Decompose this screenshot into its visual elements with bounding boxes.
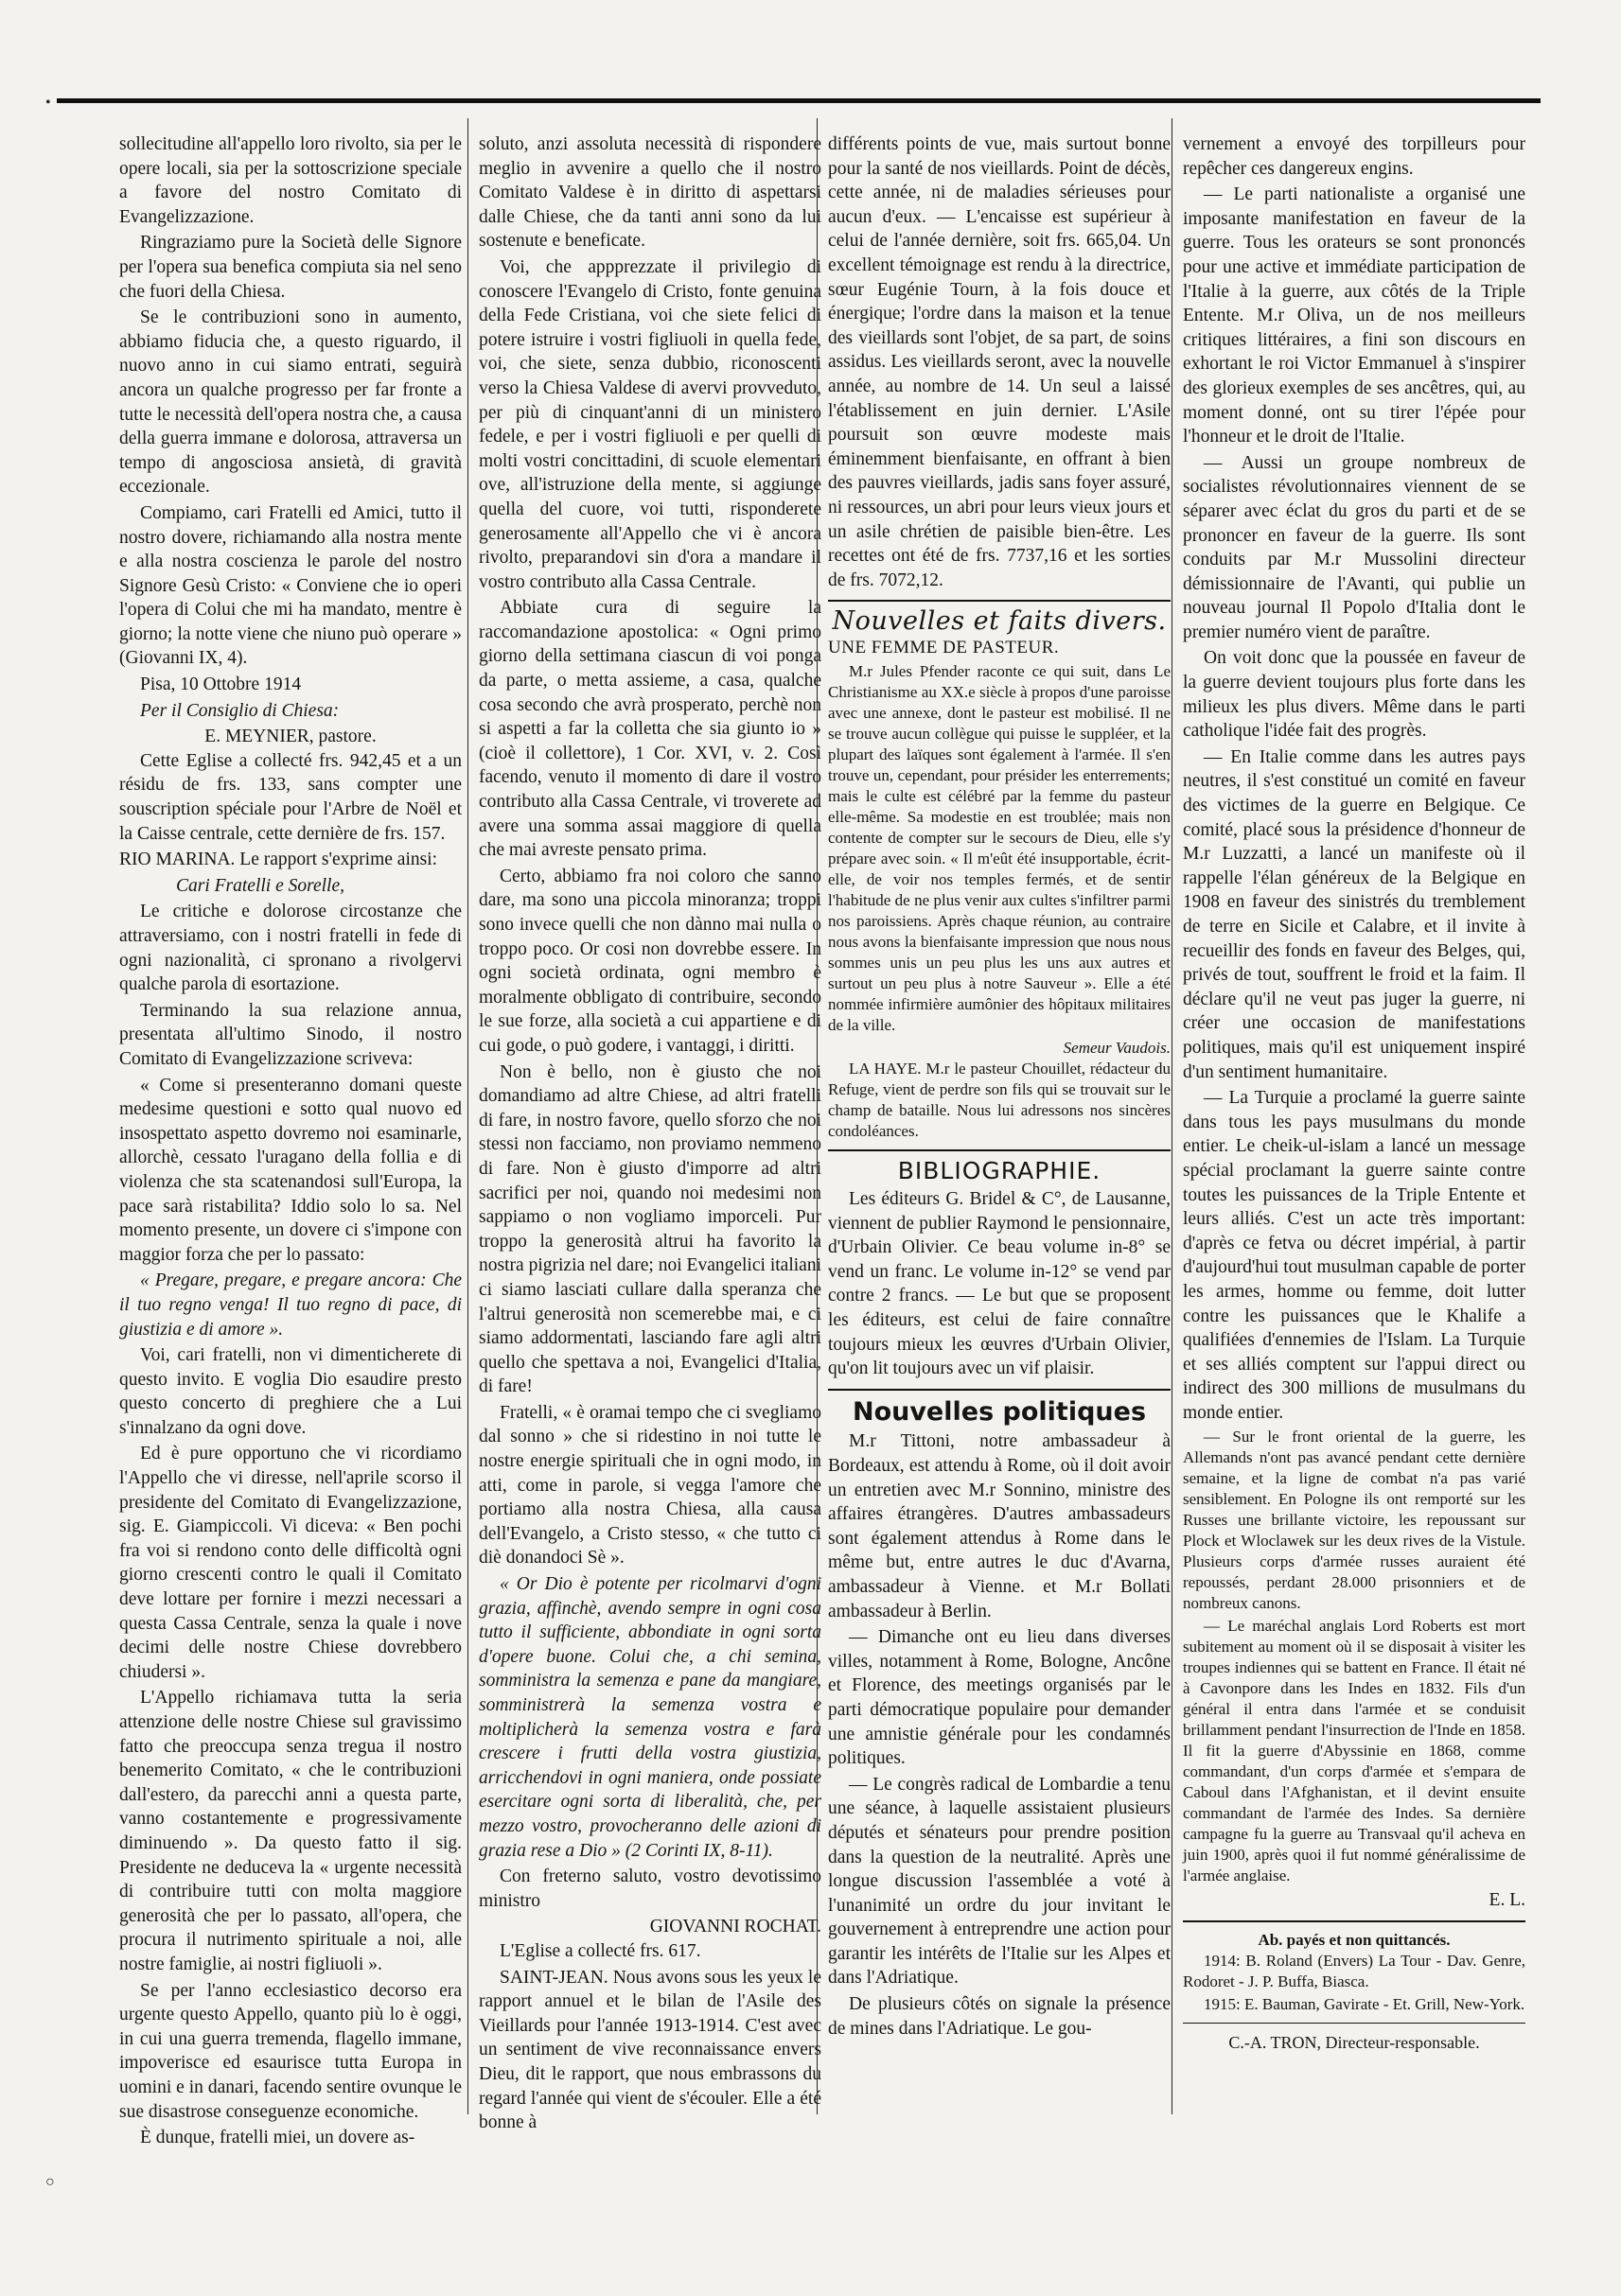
paragraph: LA HAYE. M.r le pasteur Chouillet, rédacteur du Refuge, vient de perdre son fils qui se trouvait sur le champ de bataille. Nous lui adressons nos sincères condoléances. bbox=[828, 1060, 1171, 1141]
subscriptions-list: 1915: E. Bauman, Gavirate - Et. Grill, New-York. bbox=[1204, 1995, 1525, 2014]
subheading: UNE FEMME DE PASTEUR. bbox=[828, 637, 1060, 657]
section-heading: Nouvelles et faits divers. bbox=[832, 606, 1167, 637]
column-1 bbox=[119, 132, 462, 2152]
paragraph: différents points de vue, mais surtout bonne pour la santé de nos vieillards. Point de décès, cette année, ni de maladies sérieuses pour aucun d'eux. — L'encaisse est supérieur à celui de l'année dernière, soit frs. 665,04. Un excellent témoignage est rendu à la directrice, sœur Eugénie Tourn, à la fois douce et énergique; l'ordre dans la maison et la tenue des vieillards sont l'objet, de sa part, de soins assidus. Les vieillards seront, avec la nouvelle année, au nombre de 14. Un seul a laissé l'établissement en juin dernier. L'Asile poursuit son œuvre modeste mais éminemment bienfaisante, en offrant à bien des pauvres vieillards, jadis sans foyer assuré, ni ressources, un abri pour leurs vieux jours et un asile chrétien de paisible bien-être. Les recettes ont été de frs. 7737,16 et les sorties de frs. 7072,12. bbox=[828, 134, 1171, 590]
margin-mark: • bbox=[45, 95, 51, 111]
paragraph: M.r Jules Pfender raconte ce qui suit, dans Le Christianisme au XX.e siècle à propos d'une paroisse avec une annexe, dont le pasteur est mobilisé. Il ne se trouve aucun collègue qui puisse le suppléer, et la plupart des laïques sont également à l'armée. Il s'en trouve un, cependant, pour présider les enterrements; mais le culte est célébré par la femme du pasteur elle-même. Sa modestie en est troublée; mais non contente de compter sur le secours de Dieu, elle s'y prépare avec soin. « Il m'eût été insupportable, écrit-elle, de voir nos temples fermés, et de sentir l'habitude de ne plus venir aux cultes s'infiltrer parmi nos paroissiens. Après chaque réunion, au contraire nous avons la bienfaisante impression que nous nous sommes unis un peu plus les uns aux autres et surtout un peu plus à notre Sauveur ». Elle a été nommée infirmière aumônier des hôpitaux militaires de la ville. bbox=[828, 662, 1171, 1035]
paragraph: soluto, anzi assoluta necessità di rispondere meglio in avvenire a quello che il nostro Comitato Valdese è in diritto di aspettarsi dalle Chiese, che da tanti anni sono da lui sostenute e beneficate. bbox=[479, 134, 821, 252]
paragraph: Les éditeurs G. Bridel & C°, de Lausanne, viennent de publier Raymond le pensionnaire, d'Urbain Olivier. Ce beau volume in-8° se vend un franc. Le volume in-12° se vend par contre 2 francs. — Le but que se proposent les éditeurs, est celui de faire connaître toujours mieux les œuvres d'Urbain Olivier, qu'on lit toujours avec un vif plaisir. bbox=[828, 1189, 1171, 1379]
paragraph: Terminando la sua relazione annua, presentata all'ultimo Sinodo, il nostro Comitato di Evangelizzazione scriveva: bbox=[119, 1000, 462, 1069]
dateline: Pisa, 10 Ottobre 1914 bbox=[140, 675, 302, 695]
paragraph: De plusieurs côtés on signale la présence de mines dans l'Adriatique. Le gou- bbox=[828, 1994, 1171, 2039]
paragraph: vernement a envoyé des torpilleurs pour repêcher ces dangereux engins. bbox=[1183, 134, 1525, 179]
signature: E. MEYNIER, pastore. bbox=[204, 727, 377, 747]
paragraph: — Sur le front oriental de la guerre, les Allemands n'ont pas avancé pendant cette dernière semaine, et la ligne de combat n'a pas varié sensiblement. En Pologne ils ont remporté sur les Russes une brillante victoire, les repoussant sur Plock et Wloclawek sur les deux rives de la Vistule. Plusieurs corps d'armée russes auraient été repoussés, perdant 28.000 prisonniers et de nombreux canons. bbox=[1183, 1428, 1525, 1613]
column-3 bbox=[828, 132, 1171, 2042]
signature: E. L. bbox=[1489, 1890, 1525, 1911]
section-heading: BIBLIOGRAPHIE. bbox=[897, 1157, 1101, 1185]
paragraph: Le critiche e dolorose circostanze che attraversiamo, con i nostri fratelli in fede di ogni nazionalità, ci spronano a rivolgervi qualche parola di esortazione. bbox=[119, 902, 462, 995]
section-divider bbox=[828, 600, 1171, 602]
quote: « Pregare, pregare, e pregare ancora: Che il tuo regno venga! Il tuo regno di pace, di giustizia e di amore ». bbox=[119, 1271, 462, 1340]
paragraph: L'Appello richiamava tutta la seria attenzione delle nostre Chiese sul gravissimo fatto che preoccupa senza tregua il nostro benemerito Comitato, « che le contribuzioni dall'estero, da parecchi anni a questa parte, vanno costantemente e progressivamente diminuendo ». Da questo fatto il sig. Presidente ne deduceva la « urgente necessità di contribuire tutti con molta maggiore generosità che per lo passato, all'opera, che procura il nutrimento spirituale a noi, alle nostre famiglie, ai nostri figliuoli ». bbox=[119, 1688, 462, 1974]
paragraph: M.r Tittoni, notre ambassadeur à Bordeaux, est attendu à Rome, où il doit avoir un entretien avec M.r Sonnino, ministre des affaires étrangères. D'autres ambassadeurs sont également attendus à Rome dans le même but, entre autres le duc d'Avarna, ambassadeur à Vienne. et M.r Bollati ambassadeur à Berlin. bbox=[828, 1431, 1171, 1621]
paragraph: « Come si presenteranno domani queste medesime questioni e sotto qual nuovo ed insospettato aspetto dovremo noi esaminarle, allorchè, cessato l'uragano della follia e di violenza che sta scatenandosi sull'Europa, la pace sarà ristabilita? Iddio solo lo sa. Nel momento presente, un dovere ci s'impone con maggior forza che per lo passato: bbox=[119, 1075, 462, 1265]
paragraph: È dunque, fratelli miei, un dovere as- bbox=[140, 2128, 415, 2148]
paragraph: Cette Eglise a collecté frs. 942,45 et a un résidu de frs. 133, sans compter une souscription spéciale pour l'Arbre de Noël et la Caisse centrale, cette dernière de frs. 157. bbox=[119, 750, 462, 844]
column-2 bbox=[479, 132, 821, 2137]
section-divider bbox=[1183, 2023, 1525, 2024]
paragraph: — La Turquie a proclamé la guerre sainte dans tous les pays musulmans du monde entier. Le cheik-ul-islam a lancé un message spécial proclamant la guerre sainte contre toutes les puissances de la Triple Entente et leurs alliés. C'est un acte très important: d'après ce fetva ou décret impérial, à partir d'aujourd'hui tout musulman capable de porter les armes, homme ou femme, doit lutter contre les puissances que le Khalife a qualifiées d'ennemies de l'Islam. La Turquie et ses alliés comptent sur l'appui direct ou indirect des 300 millions de musulmans du monde entier. bbox=[1183, 1088, 1525, 1423]
paragraph: — Aussi un groupe nombreux de socialistes révolutionnaires viennent de se séparer avec éclat du gros du parti et de se prononcer en faveur de la guerre. Ils sont conduits par M.r Mussolini directeur démissionnaire de l'Avanti, qui publie un nouveau journal Il Popolo d'Italia dont le premier numéro vient de paraître. bbox=[1183, 452, 1525, 642]
section-divider bbox=[1183, 1920, 1525, 1922]
source-credit: Semeur Vaudois. bbox=[1063, 1039, 1171, 1058]
paragraph: Compiamo, cari Fratelli ed Amici, tutto il nostro dovere, richiamando alla nostra mente e alla nostra coscienza le parole del nostro Signore Gesù Cristo: « Conviene che io operi l'opera di Colui che mi ha mandato, mentre è giorno; la notte viene che niuno può operare » (Giovanni IX, 4). bbox=[119, 502, 462, 669]
column-4 bbox=[1183, 132, 1525, 2056]
paragraph: sollecitudine all'appello loro rivolto, sia per le opere locali, sia per la sottoscrizione speciale a favore del nostro Comitato di Evangelizzazione. bbox=[119, 134, 462, 227]
paragraph: Ringraziamo pure la Società delle Signore per l'opera sua benefica compiuta sia nel seno che fuori della Chiesa. bbox=[119, 233, 462, 302]
paragraph: — En Italie comme dans les autres pays neutres, il s'est constitué un comité en faveur des victimes de la guerre en Belgique. Ce comité, placé sous la présidence d'honneur de M.r Luzzatti, a lancé un manifeste où il rappelle l'élan généreux de la Belgique en 1908 en faveur des sinistrés du tremblement de terre en Sicile et Calabre, et il invite à recueillir des fonds en faveur des Belges, qui, privés de tout, souffrent le froid et la faim. Il déclare qu'il ne veut pas juger la guerre, ni créer une occasion de manifestations politiques, mais qu'il est uniquement inspiré d'un sentiment humanitaire. bbox=[1183, 746, 1525, 1082]
section-heading: Nouvelles politiques bbox=[852, 1396, 1147, 1427]
paragraph: Voi, che appprezzate il privilegio di conoscere l'Evangelo di Cristo, fonte genuina della Fede Cristiana, voi che siete felici di potere istruire i vostri figliuoli in quella fede, voi, che siete, senza dubbio, riconoscenti verso la Chiesa Valdese di avervi provveduto, per più di cinquant'anni di un ministero fedele, e per i vostri figliuoli e per quelli di molti vostri concittadini, di scuole elementari ove, all'istruzione della mente, si aggiunge quella del cuore, voi tutti, risponderete generosamente all'Appello che vi è ancora rivolto, preparandovi sin d'ora a mandare il vostro contributo alla Cassa Centrale. bbox=[479, 256, 821, 592]
paragraph: Abbiate cura di seguire la raccomandazione apostolica: « Ogni primo giorno della settimana ciascun di voi ponga da parte, o metta assieme, a casa, qualche cosa secondo che avrà prosperato, perchè non si aspetti a far la colletta che sia giunto io » (cioè il collettore), 1 Cor. XVI, v. 2. Così facendo, venuto il momento di dare il vostro contributo alla Cassa Centrale, vi troverete ad avere una somma assai maggiore di quella che mai avreste pensato prima. bbox=[479, 598, 821, 861]
paragraph: Con freterno saluto, vostro devotissimo ministro bbox=[479, 1867, 821, 1911]
paragraph: Se per l'anno ecclesiastico decorso era urgente questo Appello, quanto più lo è oggi, in cui una guerra tremenda, flagello immane, impoverisce ed esaurisce tutta Europa in uomini e in danari, facendo sentire ovunque le sue disastrose conseguenze economiche. bbox=[119, 1980, 462, 2122]
signature: GIOVANNI ROCHAT. bbox=[649, 1917, 821, 1937]
margin-mark: ○ bbox=[45, 2174, 55, 2190]
paragraph: — Le congrès radical de Lombardie a tenu une séance, à laquelle assistaient plusieurs députés et sénateurs pour prendre position dans la question de la neutralité. Après une longue discussion l'assemblée a voté à l'unanimité un ordre du jour invitant le gouvernement à entreprendre une action pour garantir les intérêts de l'Italie sur les Alpes et dans l'Adriatique. bbox=[828, 1774, 1171, 1989]
paragraph: Ed è pure opportuno che vi ricordiamo l'Appello che vi diresse, nell'aprile scorso il presidente del Comitato di Evangelizzazione, sig. E. Giampiccoli. Vi diceva: « Ben pochi fra voi si rendono conto delle difficoltà ogni giorno crescenti contro le quali il Comitato deve lottare per fornire i mezzi necessari a questa Cassa Centrale, senza la quale i nove decimi delle nostre Chiese dovrebbero chiudersi ». bbox=[119, 1444, 462, 1682]
salutation: Cari Fratelli e Sorelle, bbox=[176, 875, 345, 896]
paragraph: — Dimanche ont eu lieu dans diverses villes, notamment à Rome, Bologne, Ancône et Florence, des meetings organisés par le parti démocratique populaire pour demander une amnistie générale pour les condamnés politiques. bbox=[828, 1627, 1171, 1769]
top-rule bbox=[57, 98, 1541, 103]
paragraph: — Le parti nationaliste a organisé une imposante manifestation en faveur de la guerre. Tous les orateurs se sont prononcés pour une active et immédiate participation de l'Italie à la guerre, aux côtés de la Triple Entente. M.r Oliva, un de nos meilleurs critiques littéraires, a fini son discours en exhortant le roi Victor Emmanuel à s'inspirer des glorieux exemples de ses ancêtres, qui, au moment donné, ont su tirer l'épée pour l'honneur et le droit de l'Italie. bbox=[1183, 184, 1525, 447]
paragraph: Fratelli, « è oramai tempo che ci svegliamo dal sonno » che si ridestino in noi tutte le nostre energie spirituali che in ogni modo, in atti, come in parole, si vegga l'amore che portiamo alla nostra Chiesa, alla causa dell'Evangelo, a Cristo stesso, « che tutto ci diè donandoci Sè ». bbox=[479, 1402, 821, 1569]
director-signature: C.-A. TRON, Directeur-responsable. bbox=[1228, 2033, 1480, 2053]
paragraph: SAINT-JEAN. Nous avons sous les yeux le rapport annuel et le bilan de l'Asile des Vieillards pour l'année 1913-1914. C'est avec un sentiment de vive reconnaissance envers Dieu, dit le rapport, que nous embrassons du regard l'année qui vient de s'écouler. Elle a été bonne à bbox=[479, 1967, 821, 2133]
paragraph: L'Eglise a collecté frs. 617. bbox=[500, 1940, 701, 1961]
paragraph: RIO MARINA. Le rapport s'exprime ainsi: bbox=[119, 850, 438, 870]
paragraph: Certo, abbiamo fra noi coloro che sanno dare, ma sono una piccola minoranza; troppi sono invece quelli che non dànno mai nulla o troppo poco. Or cosi non dovrebbe essere. In ogni società ordinata, ogni membro è moralmente obbligato di contribuire, secondo le sue forze, alla società a cui appartiene e di cui gode, o può godere, i vantaggi, i diritti. bbox=[479, 866, 821, 1056]
paragraph: Se le contribuzioni sono in aumento, abbiamo fiducia che, a questo riguardo, il nuovo anno in cui siamo entrati, seguirà ancora un qualche progresso per far fronte a tutte le necessità dell'opera nostra che, a causa della guerra immane e dolorosa, attraversa un tempo di angosciosa ansietà, di gravità eccezionale. bbox=[119, 307, 462, 498]
paragraph: Non è bello, non è giusto che noi domandiamo ad altre Chiese, ad altri fratelli di fare, in nostro favore, quello sforzo che noi stessi non facciamo, non proviamo nemmeno di fare. Non è giusto d'imporre ad altri sacrifici per noi, quando noi medesimi non sappiamo o non vogliamo imporceli. Pur troppo la generosità altrui ha favorito la nostra pigrizia nel dare; noi Evangelici italiani ci siamo lasciati cullare dalla speranza che l'altrui generosità non scemerebbe mai, e ci siamo addormentati, lasciando fare agli altri quello che spettava a noi, Evangelici d'Italia, di fare! bbox=[479, 1061, 821, 1397]
subscriptions-list: 1914: B. Roland (Envers) La Tour - Dav. Genre, Rodoret - J. P. Buffa, Biasca. bbox=[1183, 1952, 1525, 1991]
section-divider bbox=[828, 1149, 1171, 1151]
paragraph: On voit donc que la poussée en faveur de la guerre devient toujours plus forte dans les milieux les plus divers. Même dans le parti catholique l'idée fait des progrès. bbox=[1183, 648, 1525, 742]
paragraph: — Le maréchal anglais Lord Roberts est mort subitement au moment où il se disposait à visiter les troupes indiennes qui se battent en France. Il était né à Cavonpore dans les Indes en 1832. Fils d'un général il entra dans l'armée et se conduisit brillamment pendant l'insurrection de l'Inde en 1858. Il fit la guerre d'Abyssinie en 1868, comme commandant, d'un corps d'armée et s'empara de Caboul dans l'Afghanistan, et il devint ensuite commandant de l'armée des Indes. Sa dernière campagne fu la guerre au Transvaal qu'il acheva en juin 1900, après quoi il fut nommé généralissime de l'armée anglaise. bbox=[1183, 1617, 1525, 1885]
section-divider bbox=[828, 1389, 1171, 1391]
subscriptions-heading: Ab. payés et non quittancés. bbox=[1258, 1931, 1451, 1950]
quote: « Or Dio è potente per ricolmarvi d'ogni grazia, affinchè, avendo sempre in ogni cosa tutto il sufficiente, abbondiate in ogni sorta d'opere buone. Colui che, a chi semina, somministra la semenza e pane da mangiare, somministrerà la semenza vostra e moltiplicherà la semenza vostra e farà crescere i frutti della vostra giustizia, arricchendovi in ogni maniera, onde possiate esercitare ogni sorta di liberalità, che, per mezzo vostro, provocheranno delle azioni di grazia rese a Dio » (2 Corinti IX, 8-11). bbox=[479, 1574, 821, 1861]
council-line: Per il Consiglio di Chiesa: bbox=[140, 700, 340, 721]
column-rule bbox=[467, 118, 468, 2114]
paragraph: Voi, cari fratelli, non vi dimenticherete di questo invito. E voglia Dio esaudire presto questo concerto di preghiere che a Lui s'innalzano da ogni dove. bbox=[119, 1345, 462, 1438]
